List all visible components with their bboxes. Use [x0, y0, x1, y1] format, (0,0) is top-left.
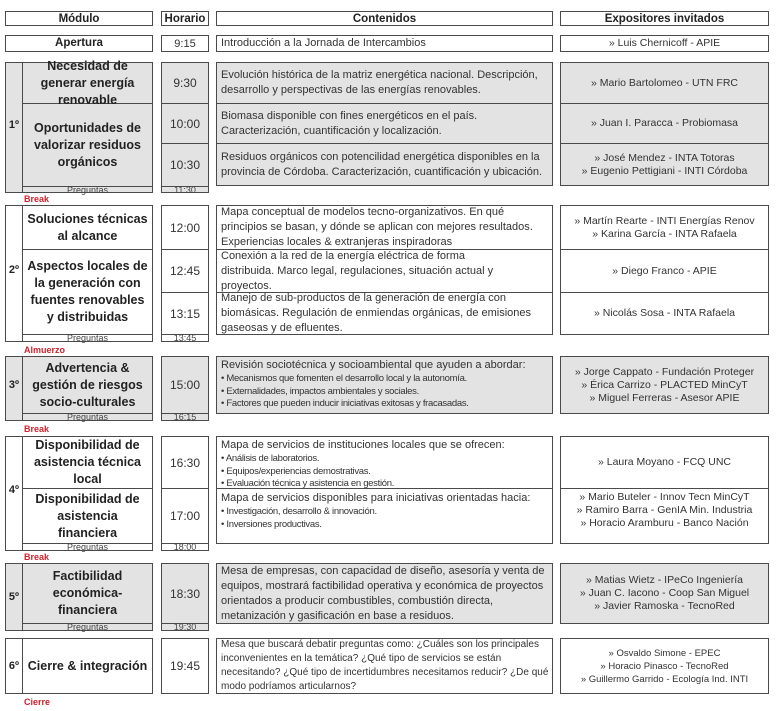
block-1-questions-time [162, 184, 208, 195]
bullet-item: • Externalidades, impactos ambientales y sociales. [221, 385, 419, 397]
topic-title: Soluciones técnicas al alcance [27, 211, 148, 243]
block-3-contenidos [216, 356, 553, 414]
lunch-label: Almuerzo [24, 345, 66, 355]
time-text: 9:30 [173, 76, 197, 90]
block-1-speakers-3 [561, 144, 768, 185]
block-1-topic-1 [23, 58, 152, 107]
block-2-horario [161, 205, 209, 342]
block-2-content-1 [217, 206, 552, 249]
header-modulo [5, 11, 153, 26]
topic-title: Advertencia & gestión de riesgos socio-culturales [32, 360, 143, 409]
block-1-expositores [560, 62, 769, 186]
block-5-questions [23, 624, 152, 630]
block-1-content-1 [217, 63, 552, 103]
block-5-horario [161, 563, 209, 631]
block-1-topic-2 [23, 104, 152, 186]
apertura-title [5, 35, 153, 52]
time-text: 15:00 [169, 378, 201, 392]
speaker-item: » Luis Chernicoff - APIE [608, 37, 721, 49]
block-5-questions-time [162, 624, 208, 630]
closing-label: Cierre [24, 697, 51, 707]
block-1-speakers-2 [561, 104, 768, 143]
block-3-expositores [560, 356, 769, 414]
block-6-topic-1 [23, 639, 152, 693]
block-1-number [6, 63, 22, 186]
block-number-text: 2º [8, 264, 20, 276]
time-text: 17:00 [169, 509, 201, 523]
block-6-contenidos [216, 638, 553, 694]
break-label-2: Break [24, 424, 50, 434]
block-3-speakers-1 [561, 357, 768, 413]
block-2-modulo [5, 205, 153, 342]
block-4-contenidos [216, 436, 553, 544]
topic-title: Cierre & integración [27, 658, 148, 673]
block-2-expositores [560, 205, 769, 335]
bullet-item: • Factores que pueden inducir iniciativas exitosas y fracasadas. [221, 398, 469, 409]
block-1-time-1 [162, 63, 208, 103]
content-text: Evolución histórica de la matriz energética nacional. Descripción, desarrollo y perspectivas de las energías renovables. [221, 69, 538, 96]
speaker-item: » Guillermo Garrido - Ecología Ind. INTI [580, 673, 749, 685]
bullet-item: • Inversiones productivas. [221, 518, 322, 530]
block-6-expositores [560, 638, 769, 694]
questions-time-text: 16:15 [173, 412, 197, 422]
block-3-questions [23, 414, 152, 420]
block-2-questions [23, 335, 152, 341]
header-horario-label: Horario [164, 12, 206, 25]
bullet-item: • Investigación, desarrollo & innovación. [221, 506, 377, 517]
block-1-time-3 [162, 144, 208, 186]
block-2-questions-time [162, 335, 208, 341]
block-4-topic-2 [23, 489, 152, 543]
speaker-item: » Mario Bartolomeo - UTN FRC [590, 76, 739, 89]
bullet-item: • Mecanismos que fomenten el desarrollo local y la autonomía. [221, 373, 467, 384]
block-3-number [6, 357, 22, 413]
block-1-content-2 [217, 104, 552, 143]
speaker-item: » Juan C. Iacono - Coop San Miguel [579, 587, 750, 599]
header-contenidos [216, 11, 553, 26]
block-4-modulo [5, 436, 153, 551]
speaker-item: » Érica Carrizo - PLACTED MinCyT [581, 378, 748, 391]
block-5-time-1 [162, 564, 208, 623]
header-horario [161, 11, 209, 26]
block-2-time-3 [162, 293, 208, 334]
topic-title: Disponibilidad de asistencia financiera [35, 491, 140, 540]
header-contenidos-label: Contenidos [352, 12, 417, 25]
header-modulo-label: Módulo [58, 12, 100, 25]
apertura-speakers [560, 35, 769, 52]
block-5-topic-1 [23, 564, 152, 623]
block-1-horario [161, 62, 209, 193]
apertura-time-text: 9:15 [174, 37, 196, 50]
block-4-questions [23, 544, 152, 550]
questions-label: Preguntas [66, 542, 109, 552]
block-6-number [6, 639, 22, 693]
block-2-number [6, 206, 22, 334]
apertura-content [216, 35, 553, 52]
block-6-time-1 [162, 639, 208, 693]
speaker-item: » Javier Ramoska - TecnoRed [594, 600, 735, 612]
block-5-content-1 [217, 564, 552, 623]
block-5-modulo [5, 563, 153, 631]
speaker-item: » Nicolás Sosa - INTA Rafaela [593, 307, 736, 319]
block-2-topic-1 [23, 206, 152, 249]
content-text: Conexión a la red de la energía eléctrica de forma distribuida. Marco legal, regulaciones, situación actual y proyectos. [221, 249, 494, 292]
block-2-speakers-2 [561, 250, 768, 292]
questions-time-text: 18:00 [173, 542, 197, 552]
time-text: 10:00 [169, 116, 201, 131]
block-number-text: 5º [8, 591, 20, 603]
content-text: Mapa de servicios disponibles para iniciativas orientadas hacia: [221, 492, 531, 504]
time-text: 16:30 [169, 455, 201, 470]
break-label-3: Break [24, 552, 50, 562]
apertura-time [161, 35, 209, 52]
break-label-1: Break [24, 194, 50, 204]
content-text: Mesa de empresas, con capacidad de diseño, asesoría y venta de equipos, mostrará factibilidad operativa y económica de proyectos orientados a producir combustibles, combustión directa, metanización y gasificación en base a residuos. [221, 564, 545, 622]
time-text: 13:15 [169, 306, 201, 321]
block-1-content-3 [217, 144, 552, 185]
speaker-item: » Martín Rearte - INTI Energías Renov [574, 214, 755, 227]
bullet-item: • Análisis de laboratorios. [221, 453, 320, 464]
block-4-speakers-1 [561, 437, 768, 488]
speaker-item: » Juan I. Paracca - Probiomasa [590, 117, 739, 129]
block-4-horario [161, 436, 209, 551]
questions-label: Preguntas [66, 184, 109, 195]
topic-title: Necesidad de generar energía renovable [40, 58, 135, 107]
content-text: Revisión sociotécnica y socioambiental que ayuden a abordar: [221, 359, 526, 371]
apertura-title-text: Apertura [55, 37, 103, 49]
speaker-item: » Horacio Aramburu - Banco Nación [580, 516, 749, 529]
time-text: 12:00 [169, 220, 201, 235]
questions-label: Preguntas [66, 412, 109, 422]
block-1-time-2 [162, 104, 208, 143]
block-2-content-2 [217, 250, 552, 292]
topic-title: Disponibilidad de asistencia técnica local [33, 438, 141, 486]
block-2-contenidos [216, 205, 553, 335]
block-3-modulo [5, 356, 153, 421]
speaker-item: » Miguel Ferreras - Asesor APIE [589, 391, 740, 404]
block-6-speakers-1 [561, 639, 768, 693]
speaker-item: » Diego Franco - APIE [612, 264, 717, 277]
block-2-topic-2 [23, 250, 152, 334]
topic-title: Aspectos locales de la generación con fuentes renovables y distribuidas [27, 259, 148, 324]
questions-time-text: 13:45 [173, 333, 197, 343]
block-number-text: 6º [8, 660, 20, 672]
bullet-item: • Evaluación técnica y asistencia en gestión. [221, 478, 395, 488]
speaker-item: » Laura Moyano - FCQ UNC [597, 456, 732, 468]
content-text: Biomasa disponible con fines energéticos en el país. Caracterización, cuantificación y localización. [221, 109, 478, 137]
questions-time-text: 19:30 [173, 622, 197, 632]
block-2-speakers-1 [561, 206, 768, 249]
block-4-expositores [560, 436, 769, 544]
block-3-horario [161, 356, 209, 421]
content-text: Mapa conceptual de modelos tecno-organizativos. En qué principios se basan, y dónde se aplican con mejores resultados. Experiencias locales & extranjeras inspiradoras [221, 206, 533, 248]
questions-label: Preguntas [66, 622, 109, 632]
questions-time-text: 11:30 [174, 184, 196, 195]
time-text: 19:45 [169, 659, 201, 673]
speaker-item: » Eugenio Pettigiani - INTI Córdoba [581, 164, 748, 177]
apertura-content-text: Introducción a la Jornada de Intercambios [221, 37, 426, 49]
block-number-text: 3º [8, 379, 20, 391]
block-5-speakers-1 [561, 564, 768, 623]
block-4-content-2 [221, 491, 548, 531]
speaker-item: » Matias Wietz - IPeCo Ingeniería [586, 574, 743, 586]
block-5-number [6, 564, 22, 630]
block-4-content-1 [221, 438, 548, 488]
header-expositores-label: Expositores invitados [604, 12, 725, 25]
time-text: 10:30 [169, 158, 201, 172]
speaker-item: » Horacio Pinasco - TecnoRed [600, 660, 729, 672]
block-5-contenidos [216, 563, 553, 624]
block-4-speakers-2 [561, 489, 768, 531]
speaker-item: » Osvaldo Simone - EPEC [608, 647, 721, 659]
block-4-questions-time [162, 544, 208, 550]
block-3-time-1 [162, 357, 208, 413]
speaker-item: » Mario Buteler - Innov Tecn MinCyT [579, 490, 750, 503]
questions-label: Preguntas [66, 333, 109, 343]
bullet-item: • Equipos/experiencias demostrativas. [221, 465, 371, 477]
speaker-item: » José Mendez - INTA Totoras [594, 151, 735, 164]
topic-title: Factibilidad económica-financiera [52, 569, 123, 617]
block-4-number [6, 437, 22, 543]
block-1-modulo [5, 58, 153, 195]
block-3-questions-time [162, 414, 208, 420]
header-expositores [560, 11, 769, 26]
block-number-text: 4º [8, 484, 20, 496]
block-2-content-3 [217, 293, 552, 334]
block-4-topic-1 [23, 437, 152, 488]
speaker-item: » Karina García - INTA Rafaela [592, 227, 737, 240]
block-3-content-1 [221, 358, 548, 411]
block-1-speakers-1 [561, 63, 768, 103]
topic-title: Oportunidades de valorizar residuos orgánicos [34, 120, 141, 169]
block-3-topic-1 [23, 357, 152, 413]
time-text: 18:30 [169, 586, 201, 601]
block-1-questions [23, 184, 152, 195]
content-text: Residuos orgánicos con potencilidad energética disponibles en la provincia de Córdoba. Caracterización, cuantificación y ubicación. [221, 150, 543, 178]
content-text: Manejo de sub-productos de la generación de energía con biomásicas. Regulación de enmiendas orgánicas, de emisiones gaseosas y de efluentes. [221, 292, 532, 334]
block-6-content-1 [217, 639, 552, 693]
block-6-modulo [5, 638, 153, 694]
block-2-speakers-3 [561, 293, 768, 334]
block-2-time-2 [162, 250, 208, 292]
speaker-item: » Ramiro Barra - GenIA Min. Industria [576, 503, 753, 516]
block-4-time-1 [162, 437, 208, 488]
time-text: 12:45 [169, 264, 201, 278]
block-1-contenidos [216, 62, 553, 186]
block-5-expositores [560, 563, 769, 624]
speaker-item: » Jorge Cappato - Fundación Proteger [574, 365, 755, 378]
content-text: Mesa que buscará debatir preguntas como: ¿Cuáles son los principales inconvenientes en la temática? ¿Qué tipo de servicios se están necesitando? ¿Qué tipo de incertidumbres necesitamos reducir? ¿De qué modo podríamos articularnos? [221, 639, 549, 692]
block-2-time-1 [162, 206, 208, 249]
block-number-text: 1º [8, 118, 20, 131]
content-text: Mapa de servicios de instituciones locales que se ofrecen: [221, 439, 505, 451]
block-6-horario [161, 638, 209, 694]
block-4-time-2 [162, 489, 208, 543]
